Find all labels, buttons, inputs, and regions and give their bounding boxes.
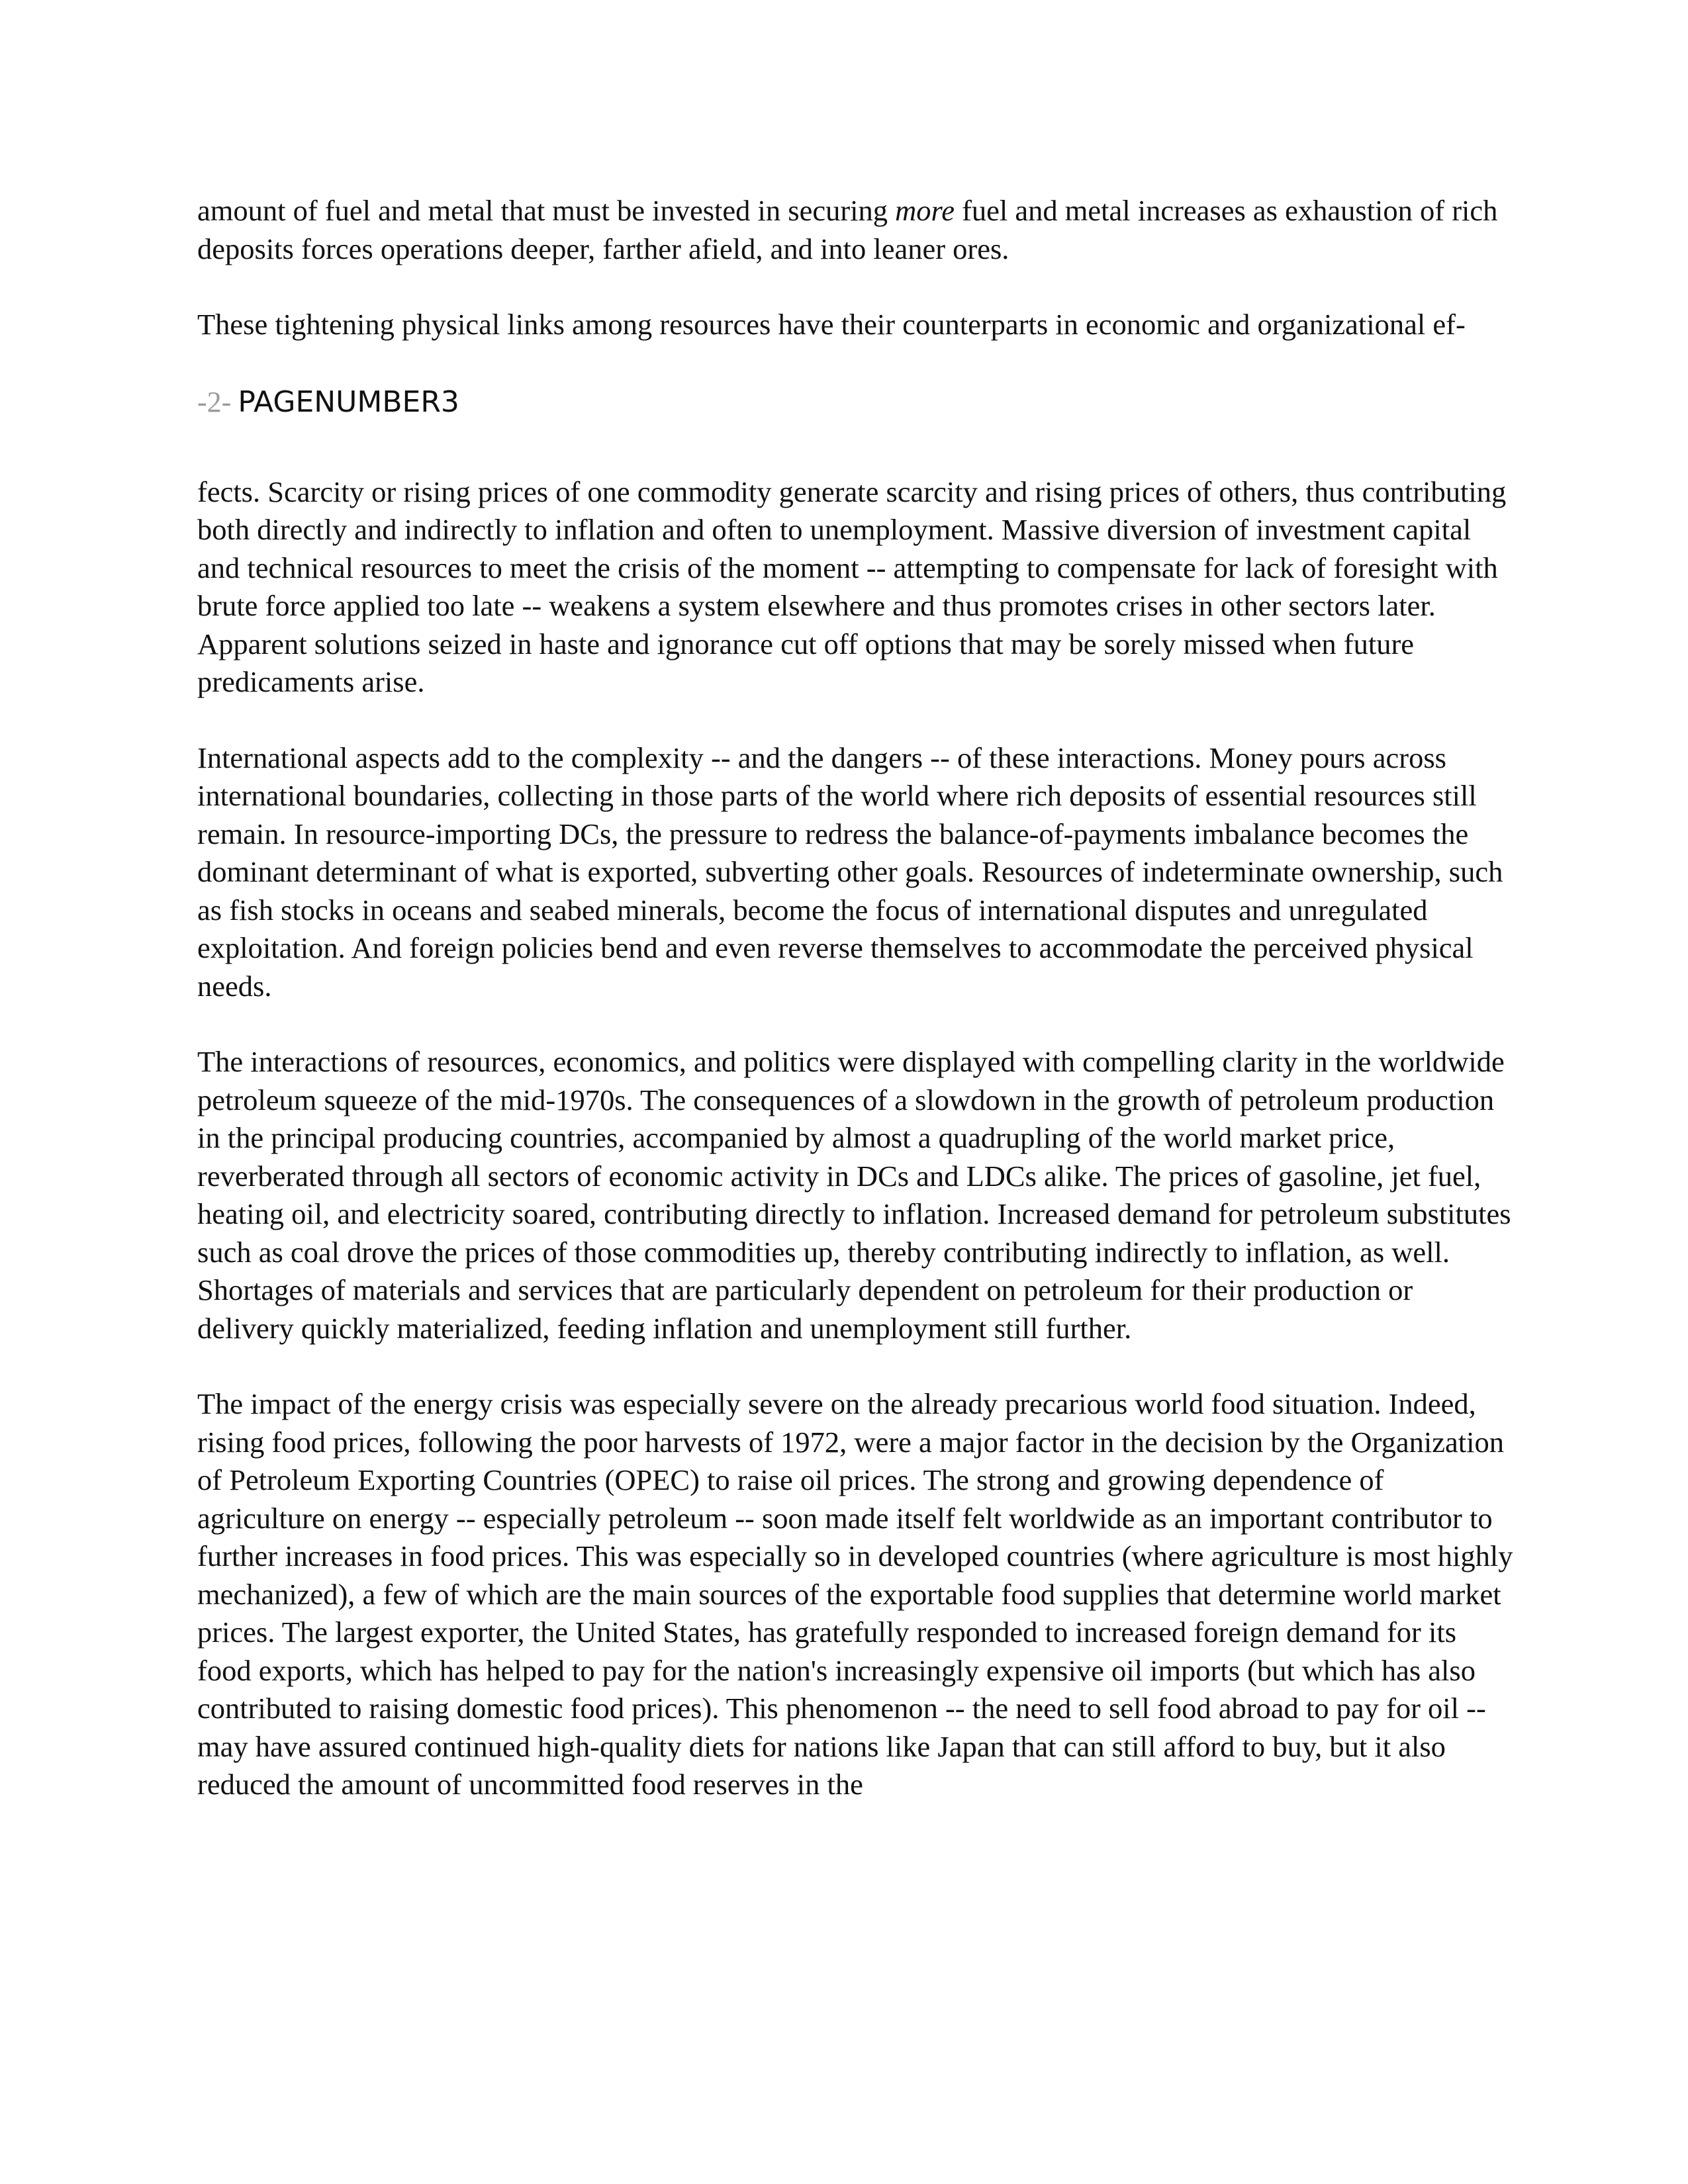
page-number-marker bbox=[197, 382, 1515, 422]
paragraph-international: International aspects add to the complexity -- and the dangers -- of these interactions. Money pours across international boundaries, collecting in those parts of the world where rich deposits of essential resources still remain. In resource-importing DCs, the pressure to redress the balance-of-payments imbalance becomes the dominant determinant of what is exported, subverting other goals. Resources of indeterminate ownership, such as fish stocks in oceans and seabed minerals, become the focus of international disputes and unregulated exploitation. And foreign policies bend and even reverse themselves to accommodate the perceived physical needs. bbox=[197, 741, 1503, 1003]
continuation-text-start: amount of fuel and metal that must be invested in securing bbox=[197, 194, 896, 227]
page-number-label: PAGENUMBER3 bbox=[238, 385, 459, 419]
paragraph-energy-food: The impact of the energy crisis was especially severe on the already precarious world food situation. Indeed, rising food prices, following the poor harvests of 1972, were a major factor in the decision by the Organization of Petroleum Exporting Countries (OPEC) to raise oil prices. The strong and growing dependence of agriculture on energy -- especially petroleum -- soon made itself felt worldwide as an important contributor to further increases in food prices. This was especially so in developed countries (where agriculture is most highly mechanized), a few of which are the main sources of the exportable food supplies that determine world market prices. The largest exporter, the United States, has gratefully responded to increased foreign demand for its food exports, which has helped to pay for the nation's increasingly expensive oil imports (but which has also contributed to raising domestic food prices). This phenomenon -- the need to sell food abroad to pay for oil -- may have assured continued high-quality diets for nations like Japan that can still afford to buy, but it also reduced the amount of uncommitted food reserves in the bbox=[197, 1387, 1513, 1801]
paragraph-petroleum-squeeze: The interactions of resources, economics, and politics were displayed with compelling clarity in the worldwide petroleum squeeze of the mid-1970s. The consequences of a slowdown in the growth of petroleum production in the principal producing countries, accompanied by almost a quadrupling of the world market price, reverberated through all sectors of economic activity in DCs and LDCs alike. The prices of gasoline, jet fuel, heating oil, and electricity soared, contributing directly to inflation. Increased demand for petroleum substitutes such as coal drove the prices of those commodities up, thereby contributing indirectly to inflation, as well. Shortages of materials and services that are particularly dependent on petroleum for their production or delivery quickly materialized, feeding inflation and unemployment still further. bbox=[197, 1045, 1511, 1345]
paragraph-physical-links: These tightening physical links among resources have their counterparts in economic and organizational ef- bbox=[197, 308, 1466, 341]
continuation-text-end: fuel and metal increases as exhaustion of rich deposits forces operations deeper, farther afield, and into leaner ores. bbox=[197, 194, 1498, 265]
paragraph-continuation bbox=[197, 192, 1515, 268]
paragraph-scarcity: fects. Scarcity or rising prices of one commodity generate scarcity and rising prices of others, thus contributing both directly and indirectly to inflation and often to unemployment. Massive diversion of investment capital and technical resources to meet the crisis of the moment -- attempting to compensate for lack of foresight with brute force applied too late -- weakens a system elsewhere and thus promotes crises in other sectors later. Apparent solutions seized in haste and ignorance cut off options that may be sorely missed when future predicaments arise. bbox=[197, 475, 1507, 698]
document-page bbox=[197, 192, 1515, 1804]
page-number: -2- bbox=[197, 385, 232, 418]
emphasis-more: more bbox=[895, 194, 955, 227]
